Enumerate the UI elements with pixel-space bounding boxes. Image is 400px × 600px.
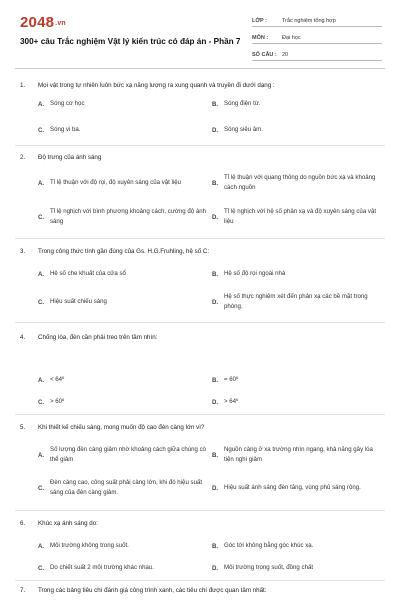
question-6: [0, 516, 400, 578]
meta-label: MÔN :: [252, 35, 269, 41]
question-2: [0, 150, 400, 242]
question-5: [0, 420, 400, 512]
question-divider: [15, 238, 385, 239]
question-divider: [15, 145, 385, 146]
question-text: 5. Khi thiết kế chiếu sáng, mong muốn độ cao đèn càng lớn vì?: [20, 424, 205, 431]
option-c[interactable]: C. Sóng vi ba.: [38, 126, 81, 134]
meta-row-count: [252, 48, 382, 61]
meta-value: 20: [282, 52, 289, 58]
option-a[interactable]: A. Số lượng đèn càng giảm nhờ khoảng cách giữa chúng có thể giảm: [38, 446, 207, 463]
question-text: 2. Độ trưng của ánh sáng: [20, 154, 102, 161]
option-d[interactable]: D. Hiệu suất ánh sáng đèn tăng, vùng phủ sáng rộng.: [212, 484, 361, 492]
question-1: [0, 78, 400, 152]
option-b[interactable]: B. Tỉ lệ thuận với quang thông do nguồn bức xạ và khoảng cách nguồn: [212, 174, 376, 191]
option-a[interactable]: A. Hệ số che khuất của cửa sổ: [38, 270, 126, 278]
option-b[interactable]: B. Góc tới không bằng góc khúc xạ.: [212, 542, 314, 550]
meta-label: LỚP :: [252, 18, 267, 24]
meta-value: Trắc nghiệm tổng hợp: [282, 18, 336, 24]
option-a[interactable]: A. Môi trường không trong suốt.: [38, 542, 129, 550]
option-c[interactable]: C. Do chiết suất 2 môi trường khác nhau.: [38, 564, 154, 572]
option-c[interactable]: C. Đèn càng cao, công suất phải càng lớn, khi đó hiệu suất sáng của đèn càng giảm.: [38, 479, 203, 496]
meta-value: Đại học: [282, 35, 301, 41]
question-divider: [15, 414, 385, 415]
question-text: 7. Trong các bảng tiêu chí đánh giá công trình xanh, các tiêu chí được quan tâm nhất:: [20, 587, 267, 594]
option-b[interactable]: B. Nguồn càng ở xa trường nhìn ngang, khả năng gây lóa tiện nghi giảm: [212, 446, 373, 463]
option-a[interactable]: A. Sóng cơ học: [38, 100, 85, 108]
question-7: [0, 584, 400, 600]
question-text: 3. Trong công thức tính gần đúng của Gs. H.G.Fruhling, hệ số C:: [20, 248, 210, 255]
meta-table: [252, 14, 382, 65]
logo-suffix: .vn: [55, 19, 66, 27]
option-d[interactable]: D. Hệ số thực nghiệm xét đến phản xạ các bề mặt trong phòng.: [212, 293, 368, 310]
option-c[interactable]: C. Tỉ lệ nghịch với bình phương khoảng cách, cường độ ánh sáng: [38, 208, 206, 225]
question-divider: [15, 322, 385, 323]
option-d[interactable]: D. > 64º: [212, 398, 239, 406]
option-b[interactable]: B. Hệ số độ rọi ngoài nhà: [212, 270, 286, 278]
header-divider: [15, 68, 385, 69]
option-b[interactable]: B. = 60º: [212, 376, 239, 384]
question-text: 1. Mọi vật trong tự nhiên luôn bức xạ năng lượng ra xung quanh và truyền đi dưới dạng :: [20, 82, 275, 89]
meta-row-subject: [252, 31, 382, 44]
question-4: [0, 330, 400, 412]
meta-row-class: [252, 14, 382, 27]
question-divider: [15, 510, 385, 511]
option-c[interactable]: C. > 60º: [38, 398, 65, 406]
meta-label: SỐ CÂU :: [252, 52, 277, 58]
question-text: 4. Chống lóa, đèn cần phải treo trên tầm nhìn:: [20, 334, 158, 341]
question-3: [0, 244, 400, 322]
document-header: [0, 0, 400, 66]
option-c[interactable]: C. Hiệu suất chiếu sáng: [38, 298, 107, 306]
option-b[interactable]: B. Sóng điện từ.: [212, 100, 261, 108]
logo-text: 2048: [20, 14, 55, 31]
question-divider: [15, 580, 385, 581]
document-title: 300+ câu Trắc nghiệm Vật lý kiến trúc có đáp án - Phần 7: [20, 37, 241, 46]
option-a[interactable]: A. < 64º: [38, 376, 65, 384]
option-d[interactable]: D. Sóng siêu âm.: [212, 126, 263, 134]
question-text: 6. Khúc xạ ánh sáng do:: [20, 520, 98, 527]
option-d[interactable]: D. Tỉ lệ nghịch với hệ số phản xạ và độ xuyên sáng của vật liệu: [212, 208, 377, 225]
option-a[interactable]: A. Tỉ lệ thuận với độ rọi, độ xuyên sáng của vật liệu: [38, 179, 182, 187]
option-d[interactable]: D. Môi trường trong suốt, đồng chất: [212, 564, 314, 572]
site-logo[interactable]: [20, 14, 66, 31]
